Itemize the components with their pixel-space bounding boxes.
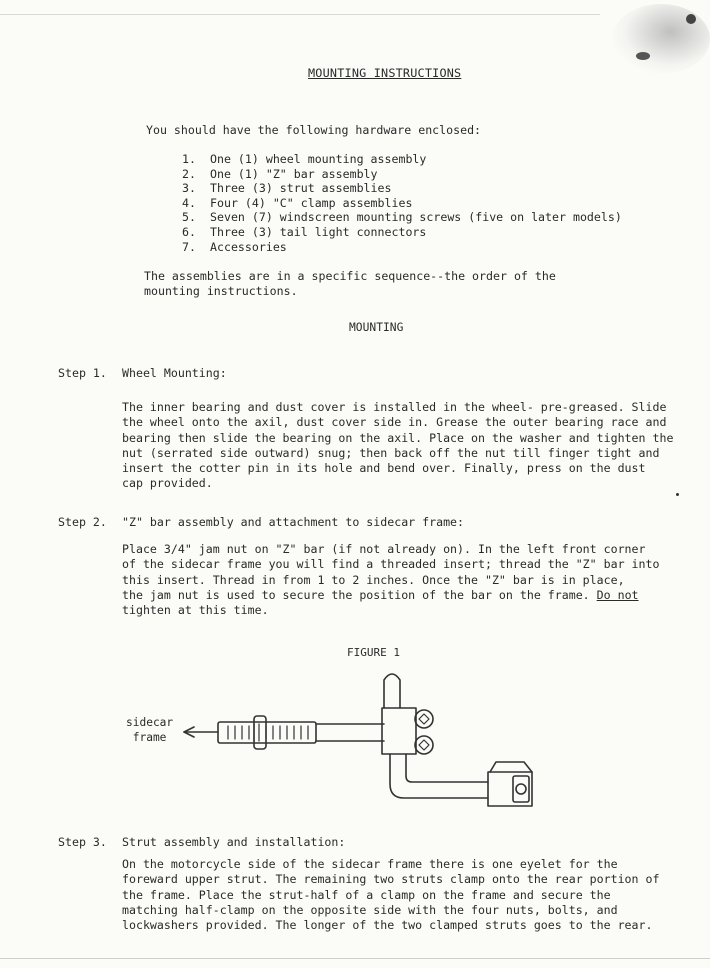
step-title: "Z" bar assembly and attachment to sidecar frame: xyxy=(122,515,465,529)
step-label: Step 3. xyxy=(58,835,107,849)
vertical-tube xyxy=(384,674,400,708)
scan-edge-line xyxy=(0,14,600,15)
step-title: Strut assembly and installation: xyxy=(122,835,346,849)
thread-marks xyxy=(228,724,308,741)
scan-speck xyxy=(686,14,696,24)
step-label: Step 2. xyxy=(58,515,107,529)
step-label: Step 1. xyxy=(58,366,107,380)
step-paragraph: Place 3/4" jam nut on "Z" bar (if not already on). In the left front corner of the sidecar frame you will find a threaded insert; thread the "Z" bar into this insert. Thread in from 1 to 2 inches. Once the "Z" bar is in place, the jam nut is used to secure the position of the bar on the frame. Do not tighten at this time. xyxy=(122,542,660,618)
list-item: 2. One (1) "Z" bar assembly xyxy=(182,166,378,181)
scan-smudge xyxy=(612,4,710,74)
list-item: 5. Seven (7) windscreen mounting screws (five on later models) xyxy=(182,210,622,225)
intro-text: You should have the following hardware enclosed: xyxy=(146,123,482,137)
scan-speck xyxy=(636,52,650,60)
step-paragraph: On the motorcycle side of the sidecar frame there is one eyelet for the foreward upper strut. The remaining two struts clamp onto the rear portion of the frame. Place the strut-half of a clamp on the frame and secure the matching half-clamp on the opposite side with the four nuts, bolts, and lockwashers provided. The longer of the two clamped struts goes to the rear. xyxy=(122,857,660,933)
step-title: Wheel Mounting: xyxy=(122,366,227,380)
sequence-note: The assemblies are in a specific sequence--the order of the mounting instructions. xyxy=(144,269,556,299)
section-heading: MOUNTING xyxy=(349,321,404,334)
emphasis-text: Do not xyxy=(596,587,639,602)
figure-label: sidecar frame xyxy=(126,716,174,744)
page-title: MOUNTING INSTRUCTIONS xyxy=(308,66,462,80)
jam-nut xyxy=(254,716,266,749)
z-bar-arm xyxy=(390,754,488,798)
hardware-list xyxy=(182,152,622,254)
clamp-block xyxy=(382,708,416,754)
bolt-head xyxy=(415,710,433,728)
scan-bottom-line xyxy=(0,958,710,959)
list-item: 3. Three (3) strut assemblies xyxy=(182,181,392,196)
list-item: 4. Four (4) "C" clamp assemblies xyxy=(182,195,413,210)
figure-caption: FIGURE 1 xyxy=(347,646,400,659)
list-item: 1. One (1) wheel mounting assembly xyxy=(182,152,427,166)
scan-speck xyxy=(676,493,679,496)
list-item: 6. Three (3) tail light connectors xyxy=(182,224,427,239)
bolt-head xyxy=(415,736,433,754)
list-item: 7. Accessories xyxy=(182,239,287,254)
eyelet-hole xyxy=(516,784,526,794)
z-bar-diagram xyxy=(170,660,560,820)
step-paragraph: The inner bearing and dust cover is installed in the wheel- pre-greased. Slide the wheel onto the axil, dust cover side in. Grease the outer bearing race and bearing then slide the bearing on the axil. Place on the washer and tighten the nut (serrated side outward) snug; then back off the nut till finger tight and insert the cotter pin in its hole and bend over. Finally, press on the dust cap provided. xyxy=(122,400,674,491)
